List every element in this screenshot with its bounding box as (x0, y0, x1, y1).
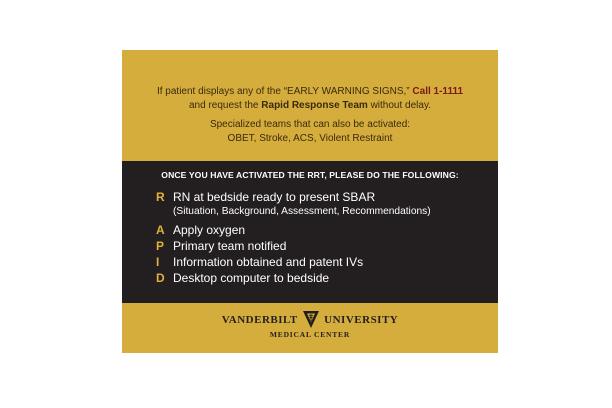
vanderbilt-logo (122, 308, 498, 348)
step-text: Primary team notified (173, 239, 287, 253)
raid-steps-list (156, 189, 496, 286)
instructions-panel (122, 161, 498, 303)
logo-wordmark (122, 311, 498, 328)
logo-word-right: UNIVERSITY (324, 313, 399, 326)
notice-line-2 (122, 99, 498, 113)
oak-leaf-v-icon (303, 311, 319, 328)
step-letter: R (156, 190, 165, 204)
call-number: Call 1-1111 (412, 86, 464, 97)
step-i (156, 254, 496, 270)
step-r (156, 189, 496, 222)
step-letter: I (156, 255, 160, 269)
early-warning-notice (122, 85, 498, 146)
step-text: Apply oxygen (173, 223, 246, 237)
step-letter: D (156, 271, 165, 285)
notice-line-1 (122, 85, 498, 99)
rapid-response-card (122, 50, 498, 353)
step-text: RN at bedside ready to present SBAR (173, 190, 376, 204)
step-text: Information obtained and patent IVs (173, 255, 364, 269)
notice-line-1-prefix: If patient displays any of the “EARLY WARNING SIGNS,” (156, 86, 410, 97)
step-text: Desktop computer to bedside (173, 271, 330, 285)
step-a (156, 222, 496, 238)
rapid-response-team: Rapid Response Team (261, 100, 368, 111)
logo-subtitle: MEDICAL CENTER (269, 330, 351, 339)
step-d (156, 270, 496, 286)
notice-line-2-suffix: without delay. (370, 100, 431, 111)
specialized-teams-line: Specialized teams that can also be activated: (209, 119, 411, 130)
step-letter: P (156, 239, 165, 253)
step-letter: A (156, 223, 165, 237)
logo-word-left: VANDERBILT (221, 313, 298, 326)
step-subtext: (Situation, Background, Assessment, Recommendations) (173, 206, 431, 217)
notice-line-2-prefix: and request the (189, 100, 259, 111)
specialized-teams-list: OBET, Stroke, ACS, Violent Restraint (227, 133, 393, 144)
step-p (156, 238, 496, 254)
instructions-heading: ONCE YOU HAVE ACTIVATED THE RRT, PLEASE DO THE FOLLOWING: (161, 170, 459, 180)
